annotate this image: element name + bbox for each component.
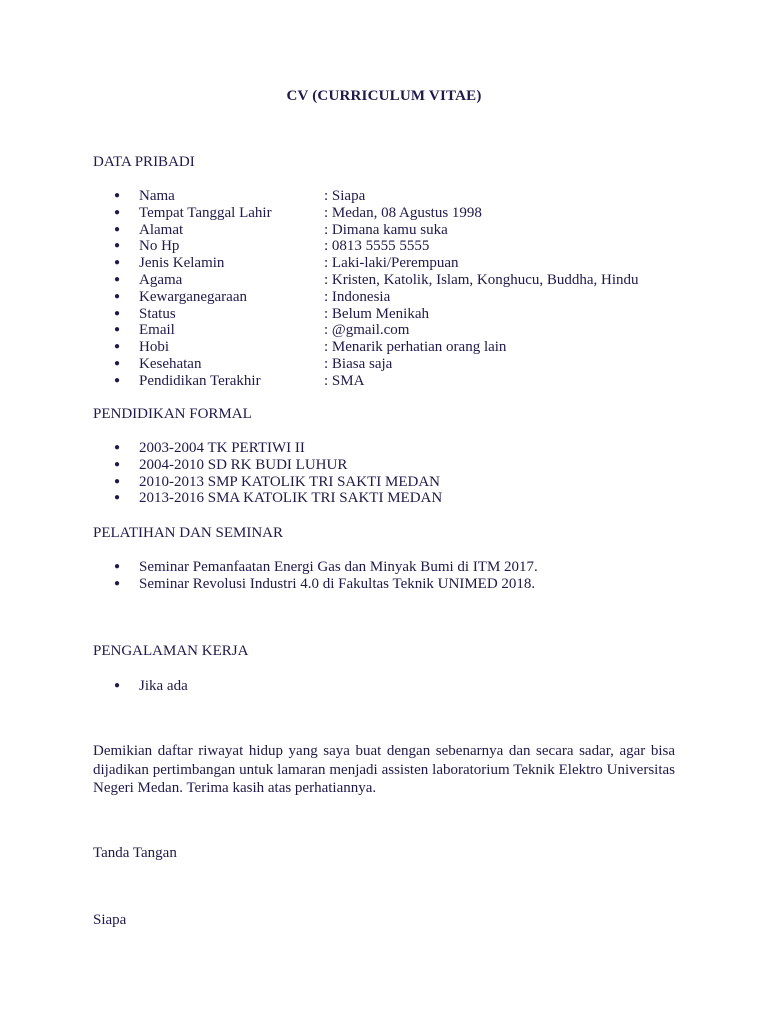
bullet-icon: ● (114, 458, 121, 470)
bullet-icon: ● (114, 561, 121, 572)
bullet-icon: ● (114, 307, 121, 319)
signature-label: Tanda Tangan (93, 845, 177, 861)
field-value: : Laki-laki/Perempuan (324, 255, 459, 272)
experience-item-text: Jika ada (139, 678, 188, 694)
field-label: Status (139, 305, 176, 322)
field-label: Jenis Kelamin (139, 255, 225, 272)
bullet-icon: ● (114, 492, 121, 504)
document-title: CV (CURRICULUM VITAE) (286, 88, 482, 104)
section-heading-training: PELATIHAN DAN SEMINAR (93, 525, 283, 541)
training-item-text: Seminar Revolusi Industri 4.0 di Fakultas Teknik UNIMED 2018. (139, 575, 536, 592)
closing-paragraph: Demikian daftar riwayat hidup yang saya buat dengan sebenarnya dan secara sadar, agar bisa dijadikan pertimbangan untuk lamaran menjadi assisten laboratorium Teknik Elektro Universitas Negeri Medan. Terima kasih atas perhatiannya. (93, 743, 675, 796)
bullet-icon: ● (114, 257, 121, 269)
education-item-text: 2010-2013 SMP KATOLIK TRI SAKTI MEDAN (139, 473, 440, 490)
field-label: Agama (139, 271, 183, 288)
field-value: : Siapa (324, 188, 366, 204)
field-value: : 0813 5555 5555 (324, 238, 430, 255)
field-value: : Menarik perhatian orang lain (324, 339, 507, 356)
section-heading-education: PENDIDIKAN FORMAL (93, 406, 252, 422)
education-item-text: 2013-2016 SMA KATOLIK TRI SAKTI MEDAN (139, 490, 443, 507)
field-value: : SMA (324, 372, 365, 389)
field-value: : @gmail.com (324, 322, 410, 339)
bullet-icon: ● (114, 190, 121, 201)
field-value: : Biasa saja (324, 355, 393, 372)
field-label: Kewarganegaraan (139, 288, 247, 305)
bullet-icon: ● (114, 577, 121, 589)
bullet-icon: ● (114, 374, 121, 386)
bullet-icon: ● (114, 290, 121, 302)
bullet-icon: ● (114, 240, 121, 252)
field-value: : Kristen, Katolik, Islam, Konghucu, Buddha, Hindu (324, 271, 639, 288)
education-item-text: 2004-2010 SD RK BUDI LUHUR (139, 456, 348, 473)
field-value: : Medan, 08 Agustus 1998 (324, 204, 482, 221)
bullet-icon: ● (114, 475, 121, 487)
bullet-icon: ● (114, 273, 121, 285)
bullet-icon: ● (114, 223, 121, 235)
field-value: : Belum Menikah (324, 305, 429, 322)
field-label: Email (139, 322, 175, 339)
field-label: Tempat Tanggal Lahir (139, 204, 272, 221)
bullet-icon: ● (114, 206, 121, 218)
field-label: Alamat (139, 221, 184, 238)
signature-name: Siapa (93, 912, 127, 928)
field-value: : Indonesia (324, 288, 391, 305)
field-label: Nama (139, 188, 175, 204)
bullet-icon: ● (114, 442, 121, 453)
field-label: No Hp (139, 238, 180, 255)
bullet-icon: ● (114, 324, 121, 336)
training-item-text: Seminar Pemanfaatan Energi Gas dan Minyak Bumi di ITM 2017. (139, 559, 538, 575)
section-heading-experience: PENGALAMAN KERJA (93, 643, 249, 659)
bullet-icon: ● (114, 341, 121, 353)
field-label: Hobi (139, 339, 169, 356)
field-label: Pendidikan Terakhir (139, 372, 261, 389)
field-label: Kesehatan (139, 355, 202, 372)
bullet-icon: ● (114, 357, 121, 369)
bullet-icon: ● (114, 680, 121, 691)
field-value: : Dimana kamu suka (324, 221, 448, 238)
section-heading-personal: DATA PRIBADI (93, 154, 195, 170)
education-item-text: 2003-2004 TK PERTIWI II (139, 440, 305, 456)
